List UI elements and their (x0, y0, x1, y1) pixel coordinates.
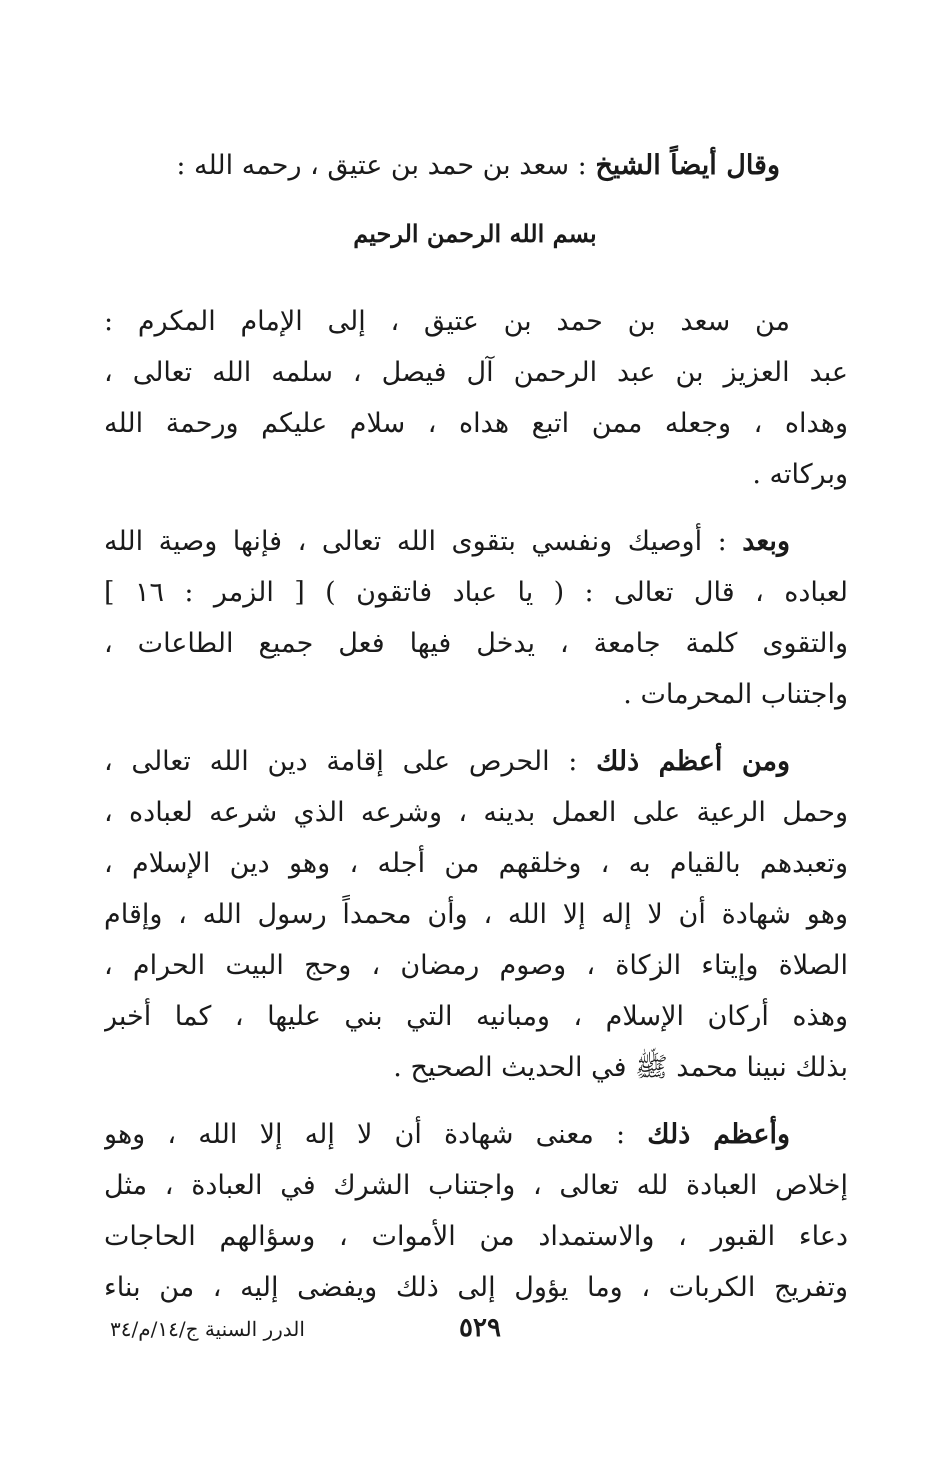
text-span: : معنى شهادة أن لا إله إلا الله ، وهو (104, 1119, 648, 1150)
paragraph-lead: ومن أعظم ذلك (596, 746, 790, 777)
text-line: وهو شهادة أن لا إله إلا الله ، وأن محمداً رسول الله ، وإقام (104, 899, 848, 930)
text-span: : أوصيك ونفسي بتقوى الله تعالى ، فإنها وصية الله (104, 526, 743, 557)
text-line: واجتناب المحرمات . (623, 679, 848, 710)
text-line: وهداه ، وجعله ممن اتبع هداه ، سلام عليكم ورحمة الله (104, 408, 848, 439)
letter-body (104, 296, 848, 1329)
text-line (104, 1109, 848, 1160)
source-reference: الدرر السنية ج/١٤/م/٣٤ (110, 1317, 305, 1341)
text-line: لعباده ، قال تعالى : ( يا عباد فاتقون ) [ الزمر : ١٦ ] (104, 577, 848, 608)
text-line: وتعبدهم بالقيام به ، وخلقهم من أجله ، وهو دين الإسلام ، (104, 848, 848, 879)
basmala: بسم الله الرحمن الرحيم (353, 219, 597, 248)
intro-heading (80, 142, 780, 190)
paragraph-shahada (104, 1109, 848, 1313)
text-line: إخلاص العبادة لله تعالى ، واجتناب الشرك في العبادة ، مثل (104, 1170, 848, 1201)
text-line: وحمل الرعية على العمل بدينه ، وشرعه الذي شرعه لعباده ، (104, 797, 848, 828)
paragraph-taqwa (104, 516, 848, 720)
paragraph-lead: وأعظم ذلك (647, 1119, 790, 1150)
text-line: الصلاة وإيتاء الزكاة ، وصوم رمضان ، وحج البيت الحرام ، (104, 950, 848, 981)
text-line: بذلك نبينا محمد ﷺ في الحديث الصحيح . (393, 1052, 848, 1083)
paragraph-greeting (104, 296, 848, 500)
text-line: وبركاته . (752, 459, 848, 490)
paragraph-deen (104, 736, 848, 1093)
paragraph-lead: وبعد (742, 526, 790, 557)
text-line: دعاء القبور ، والاستمداد من الأموات ، وسؤالهم الحاجات (104, 1221, 848, 1252)
text-line: وتفريج الكربات ، وما يؤول إلى ذلك ويفضى إليه ، من بناء (104, 1272, 848, 1303)
text-line: والتقوى كلمة جامعة ، يدخل فيها فعل جميع الطاعات ، (104, 628, 848, 659)
intro-lead: وقال أيضاً الشيخ (595, 150, 780, 181)
text-line (104, 736, 848, 787)
text-line: وهذه أركان الإسلام ، ومبانيه التي بني عليها ، كما أخبر (104, 1001, 848, 1032)
text-line: من سعد بن حمد بن عتيق ، إلى الإمام المكرم : (104, 306, 790, 337)
intro-rest: : سعد بن حمد بن عتيق ، رحمه الله : (176, 150, 596, 181)
text-line: عبد العزيز بن عبد الرحمن آل فيصل ، سلمه الله تعالى ، (104, 357, 848, 388)
text-line (104, 516, 848, 567)
page-footer (0, 1308, 950, 1348)
text-span: : الحرص على إقامة دين الله تعالى ، (104, 746, 597, 777)
page-number: ٥٢٩ (459, 1313, 501, 1343)
